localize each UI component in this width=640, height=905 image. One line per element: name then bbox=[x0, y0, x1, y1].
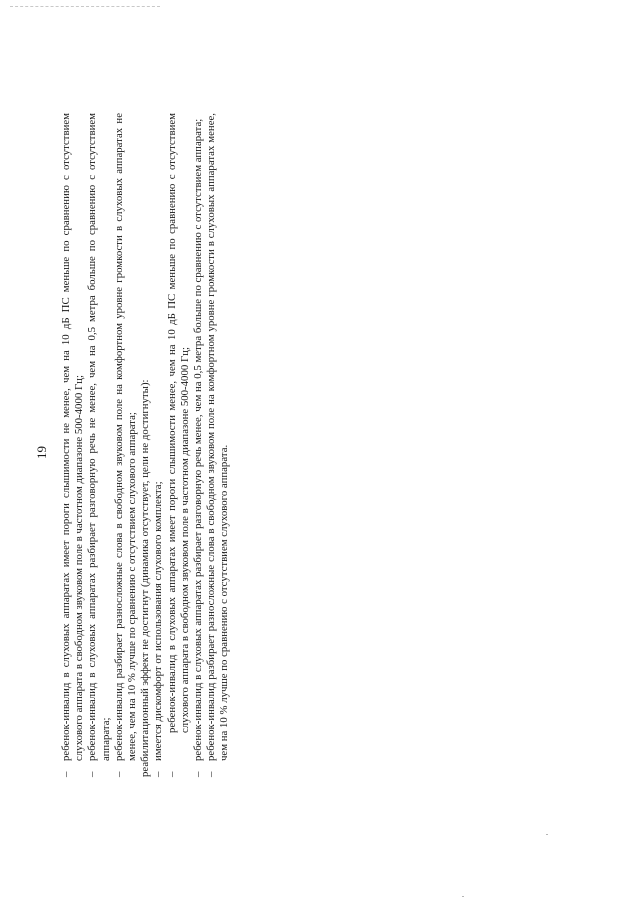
list-dash: – bbox=[192, 771, 205, 777]
list-item bbox=[86, 113, 112, 777]
list-item bbox=[60, 113, 86, 777]
list-dash: – bbox=[60, 771, 72, 777]
page-content bbox=[60, 113, 232, 777]
list-item-text: ребенок-инвалид в слуховых аппаратах имеет пороги слышимости менее, чем на 10 дБ ПС меньше по сравнению с отсутствием слухового аппарата в свободном звуковом поле в частотном диапазоне 500-4000 Гц; bbox=[165, 113, 191, 733]
section-heading: реабилитационный эффект не достигнут (динамика отсутствует, цели не достигнуты): bbox=[139, 379, 152, 777]
list-item-text: ребенок-инвалид в слуховых аппаратах разбирает разговорную речь менее, чем на 0,5 метра больше по сравнению с отсутствием аппарата; bbox=[192, 118, 205, 761]
list-dash: – bbox=[86, 771, 99, 777]
list-item bbox=[192, 113, 205, 777]
list-item-text: ребенок-инвалид разбирает разносложные слова в свободном звуковом поле на комфортном уровне громкости в слуховых аппаратах менее, чем на 10 % лучше по сравнению с отсутствием слухового аппарата. bbox=[205, 113, 231, 761]
list-item-text: имеется дискомфорт от использования слухового комплекта; bbox=[152, 481, 165, 761]
list-item-text: ребенок-инвалид разбирает разносложные слова в свободном звуковом поле на комфортном уровне громкости в слуховых аппаратах не менее, чем на 10 % лучше по сравнению с отсутствием слухового аппарата; bbox=[112, 113, 139, 761]
list-dash: – bbox=[152, 771, 165, 777]
list-item-text: ребенок-инвалид в слуховых аппаратах имеет пороги слышимости не менее, чем на 10 дБ ПС меньше по сравнению с отсутствием слухового аппарата в свободном звуковом поле в частотном диапазоне 500-4000 Гц; bbox=[60, 113, 86, 761]
list-item-text: ребенок-инвалид в слуховых аппаратах разбирает разговорную речь не менее, чем на 0,5 метра больше по сравнению с отсутствием аппарата; bbox=[86, 113, 112, 761]
list-dash: – bbox=[112, 771, 125, 777]
list-item bbox=[113, 113, 139, 777]
list-item bbox=[152, 113, 165, 777]
list-dash: – bbox=[205, 771, 218, 777]
page-number: 19 bbox=[34, 446, 49, 459]
list-dash: – bbox=[165, 771, 178, 777]
list-item bbox=[166, 113, 192, 777]
list-item bbox=[205, 113, 231, 777]
